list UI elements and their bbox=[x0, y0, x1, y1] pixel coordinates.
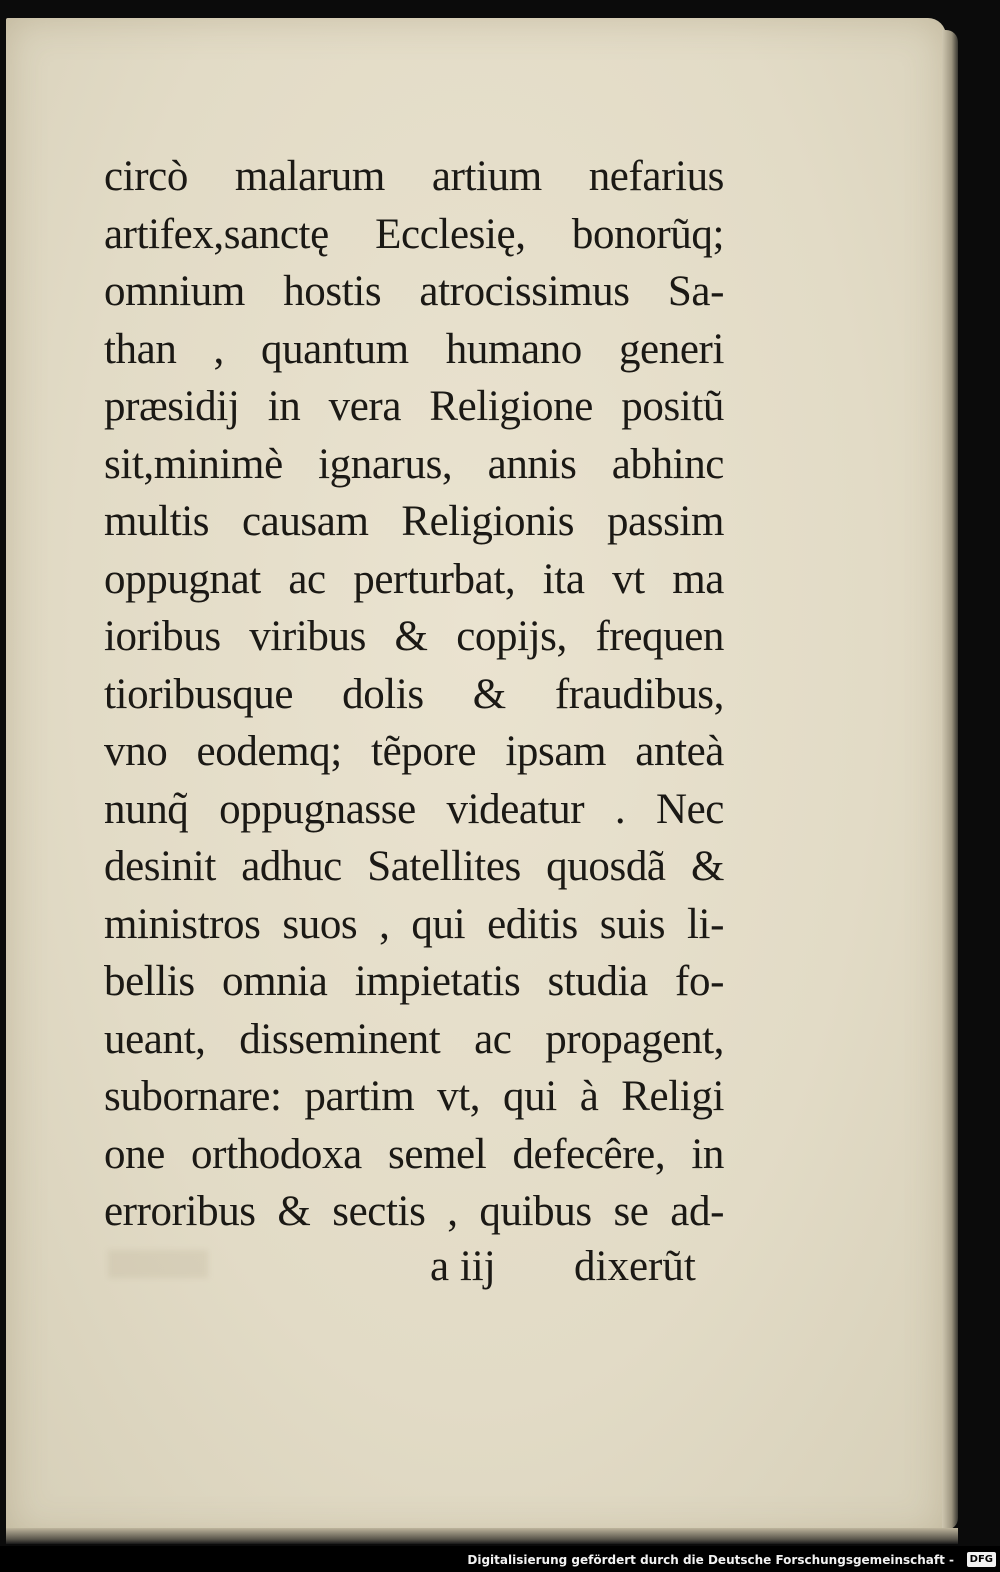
text-line: tioribusque dolis & fraudibus, bbox=[104, 670, 724, 718]
text-line: desinit adhuc Satellites quosdã & bbox=[104, 843, 724, 890]
text-line: omnium hostis atrocissimus Sa- bbox=[104, 268, 724, 315]
text-line: ministros suos , qui editis suis li- bbox=[104, 900, 724, 948]
text-line: multis causam Religionis passim bbox=[104, 498, 724, 545]
text-line: one orthodoxa semel defecêre, in bbox=[104, 1130, 724, 1178]
text-line: ioribus viribus & copijs, frequen bbox=[104, 613, 724, 660]
text-line: bellis omnia impietatis studia fo- bbox=[104, 958, 724, 1005]
footer-bar bbox=[0, 1546, 1000, 1572]
text-line: præsidij in vera Religione positũ bbox=[104, 383, 724, 430]
text-line: artifex,sanctę Ecclesię, bonorũq; bbox=[104, 210, 724, 258]
funding-credit: Digitalisierung gefördert durch die Deutsche Forschungsgemeinschaft - bbox=[467, 1553, 954, 1567]
show-through-mark bbox=[108, 1250, 208, 1278]
text-line: erroribus & sectis , quibus se ad- bbox=[104, 1188, 724, 1235]
text-line: nunq̃ oppugnasse videatur . Nec bbox=[104, 785, 724, 833]
dfg-logo-badge: DFG bbox=[967, 1552, 996, 1567]
text-line: circò malarum artium nefarius bbox=[104, 153, 724, 200]
body-text bbox=[104, 148, 724, 1241]
text-line: ueant, disseminent ac propagent, bbox=[104, 1015, 724, 1063]
text-line: sit,minimè ignarus, annis abhinc bbox=[104, 440, 724, 488]
text-line: vno eodemq; tẽpore ipsam anteà bbox=[104, 728, 724, 775]
catchword: dixerũt bbox=[574, 1243, 696, 1290]
page-edge-right bbox=[942, 30, 958, 1530]
signature-mark: a iij bbox=[430, 1243, 496, 1290]
text-line: oppugnat ac perturbat, ita vt ma bbox=[104, 555, 724, 603]
text-line: than , quantum humano generi bbox=[104, 325, 724, 373]
page-edge-bottom bbox=[6, 1528, 958, 1544]
text-line: subornare: partim vt, qui à Religi bbox=[104, 1073, 724, 1120]
